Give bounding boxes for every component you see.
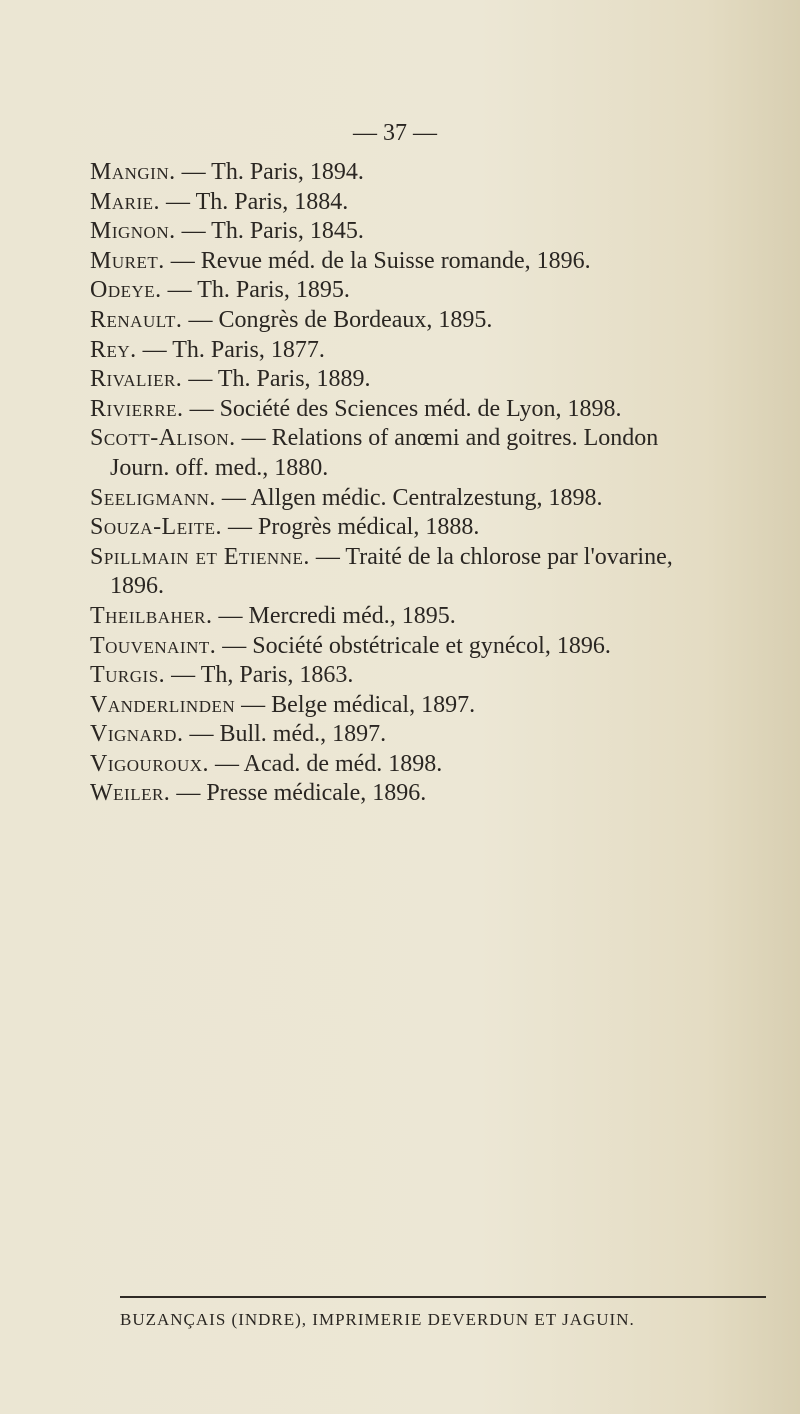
entry-reference: — Traité de la chlorose par l'ovarine, [309, 543, 673, 570]
entry-reference: — Allgen médic. Centralzestung, 1898. [215, 484, 603, 511]
bibliography-entry [90, 395, 770, 425]
entry-author: Souza-Leite. [90, 514, 223, 541]
entry-reference: — Revue méd. de la Suisse romande, 1896. [164, 247, 591, 274]
entry-reference: — Th. Paris, 1845. [175, 218, 364, 245]
entry-reference: — Th. Paris, 1884. [160, 188, 349, 215]
entry-reference: — Th. Paris, 1894. [175, 159, 364, 185]
bibliography-entry [90, 336, 770, 366]
bibliography-entry [90, 247, 770, 277]
entry-author: Vanderlinden [90, 691, 236, 718]
entry-author: Spillmain et Etienne. [90, 543, 310, 570]
entry-reference: — Th, Paris, 1863. [165, 662, 354, 689]
entry-continuation: Journ. off. med., 1880. [110, 454, 329, 481]
bibliography-entry [90, 691, 770, 721]
entry-reference: — Société des Sciences méd. de Lyon, 1898. [183, 395, 622, 422]
entry-continuation: 1896. [110, 573, 164, 600]
entry-author: Renault. [90, 306, 183, 333]
page-number: — 37 — [353, 120, 437, 146]
bibliography-entry [90, 632, 770, 662]
entry-author: Marie. [90, 188, 161, 215]
bibliography-entry [90, 158, 770, 188]
entry-author: Rey. [90, 336, 137, 363]
entry-author: Rivierre. [90, 395, 184, 422]
bibliography-list [90, 158, 770, 809]
entry-reference: — Belge médical, 1897. [235, 691, 476, 718]
bibliography-entry [90, 484, 770, 514]
entry-author: Weiler. [90, 780, 171, 807]
bibliography-entry [90, 513, 770, 543]
bibliography-entry [90, 720, 770, 750]
bibliography-entry [90, 750, 770, 780]
printer-imprint: BUZANÇAIS (INDRE), IMPRIMERIE DEVERDUN ET JAGUIN. [120, 1310, 635, 1329]
entry-author: Mignon. [90, 218, 176, 245]
bibliography-entry [90, 217, 770, 247]
entry-author: Mangin. [90, 159, 176, 185]
entry-reference: — Relations of anœmi and goitres. London [235, 425, 659, 452]
entry-reference: — Progrès médical, 1888. [222, 514, 480, 541]
entry-author: Odeye. [90, 277, 162, 304]
bibliography-entry [90, 602, 770, 632]
bibliography-entry [90, 365, 770, 395]
bibliography-entry [90, 306, 770, 336]
entry-reference: — Th. Paris, 1889. [182, 366, 371, 393]
entry-reference: — Th. Paris, 1895. [161, 277, 350, 304]
entry-author: Vigouroux. [90, 750, 209, 777]
bibliography-entry [90, 661, 770, 691]
entry-reference: — Acad. de méd. 1898. [209, 750, 443, 777]
entry-reference: — Mercredi méd., 1895. [212, 602, 456, 629]
footer-rule [120, 1296, 766, 1298]
entry-reference: — Bull. méd., 1897. [183, 721, 387, 748]
entry-author: Muret. [90, 247, 165, 274]
entry-author: Turgis. [90, 662, 166, 689]
entry-author: Touvenaint. [90, 632, 217, 659]
entry-reference: — Th. Paris, 1877. [136, 336, 325, 363]
bibliography-entry [90, 276, 770, 306]
bibliography-entry [90, 424, 770, 483]
entry-reference: — Presse médicale, 1896. [170, 780, 427, 807]
bibliography-entry [90, 779, 770, 809]
entry-author: Theilbaher. [90, 602, 213, 629]
entry-reference: — Congrès de Bordeaux, 1895. [182, 306, 493, 333]
entry-author: Scott-Alison. [90, 425, 236, 452]
entry-author: Rivalier. [90, 366, 183, 393]
entry-reference: — Société obstétricale et gynécol, 1896. [216, 632, 611, 659]
bibliography-entry [90, 543, 770, 602]
bibliography-entry [90, 188, 770, 218]
entry-author: Vignard. [90, 721, 184, 748]
entry-author: Seeligmann. [90, 484, 216, 511]
